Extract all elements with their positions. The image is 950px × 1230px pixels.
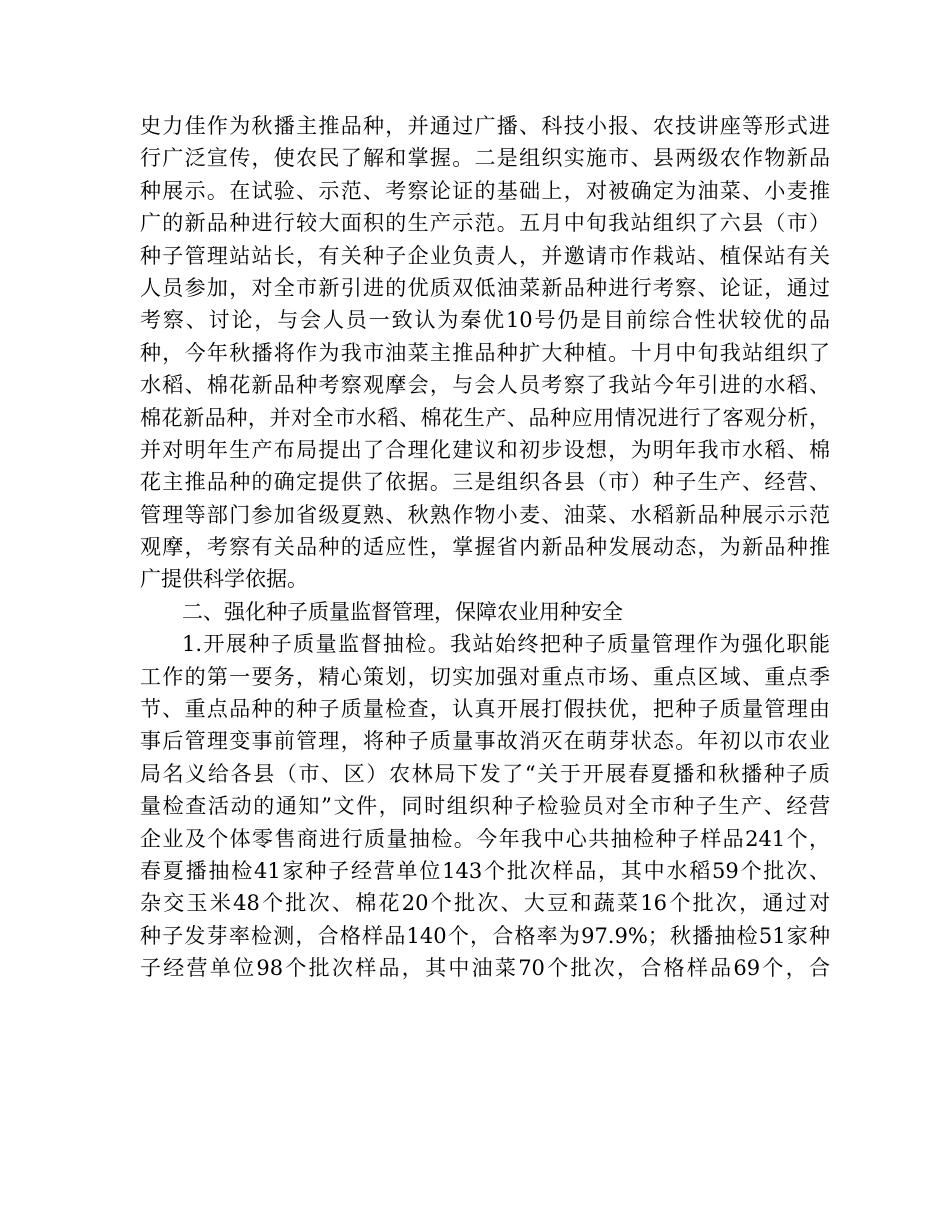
text-line: 水稻、棉花新品种考察观摩会，与会人员考察了我站今年引进的水稻、 <box>140 373 830 398</box>
text-line: 史力佳作为秋播主推品种，并通过广播、科技小报、农技讲座等形式进 <box>140 114 830 138</box>
text-line: 二、强化种子质量监督管理，保障农业用种安全 <box>182 599 623 624</box>
text-line: 人员参加，对全市新引进的优质双低油菜新品种进行考察、论证，通过 <box>140 275 830 300</box>
text-line: 考察、讨论，与会人员一致认为秦优10号仍是目前综合性状较优的品 <box>140 308 830 333</box>
text-line: 广的新品种进行较大面积的生产示范。五月中旬我站组织了六县（市） <box>140 211 830 236</box>
text-line: 管理等部门参加省级夏熟、秋熟作物小麦、油菜、水稻新品种展示示范 <box>140 502 830 527</box>
text-line: 种，今年秋播将作为我市油菜主推品种扩大种植。十月中旬我站组织了 <box>140 340 830 365</box>
text-line: 子经营单位98个批次样品，其中油菜70个批次，合格样品69个，合 <box>140 956 830 981</box>
text-line: 行广泛宣传，使农民了解和掌握。二是组织实施市、县两级农作物新品 <box>140 146 830 171</box>
text-line: 种子发芽率检测，合格样品140个，合格率为97.9%；秋播抽检51家种 <box>140 923 830 948</box>
text-line: 春夏播抽检41家种子经营单位143个批次样品，其中水稻59个批次、 <box>140 858 830 883</box>
text-line: 种子管理站站长，有关种子企业负责人，并邀请市作栽站、植保站有关 <box>140 243 830 268</box>
text-line: 节、重点品种的种子质量检查，认真开展打假扶优，把种子质量管理由 <box>140 697 830 722</box>
text-line: 花主推品种的确定提供了依据。三是组织各县（市）种子生产、经营、 <box>140 470 830 495</box>
text-line: 观摩，考察有关品种的适应性，掌握省内新品种发展动态，为新品种推 <box>140 535 830 560</box>
text-line: 局名义给各县（市、区）农林局下发了“关于开展春夏播和秋播种子质 <box>140 761 830 786</box>
document-body <box>140 110 830 985</box>
text-line: 杂交玉米48个批次、棉花20个批次、大豆和蔬菜16个批次，通过对 <box>140 891 830 916</box>
text-line: 事后管理变事前管理，将种子质量事故消灭在萌芽状态。年初以市农业 <box>140 729 830 754</box>
text-line: 企业及个体零售商进行质量抽检。今年我中心共抽检种子样品241个， <box>140 826 830 851</box>
text-line: 1.开展种子质量监督抽检。我站始终把种子质量管理作为强化职能 <box>182 632 830 657</box>
text-line: 并对明年生产布局提出了合理化建议和初步设想，为明年我市水稻、棉 <box>140 437 830 462</box>
text-line: 量检查活动的通知”文件，同时组织种子检验员对全市种子生产、经营 <box>140 794 830 819</box>
text-line: 棉花新品种，并对全市水稻、棉花生产、品种应用情况进行了客观分析， <box>140 405 830 430</box>
text-line: 广提供科学依据。 <box>140 567 308 592</box>
text-line: 种展示。在试验、示范、考察论证的基础上，对被确定为油菜、小麦推 <box>140 178 830 203</box>
text-line: 工作的第一要务，精心策划，切实加强对重点市场、重点区域、重点季 <box>140 664 830 689</box>
